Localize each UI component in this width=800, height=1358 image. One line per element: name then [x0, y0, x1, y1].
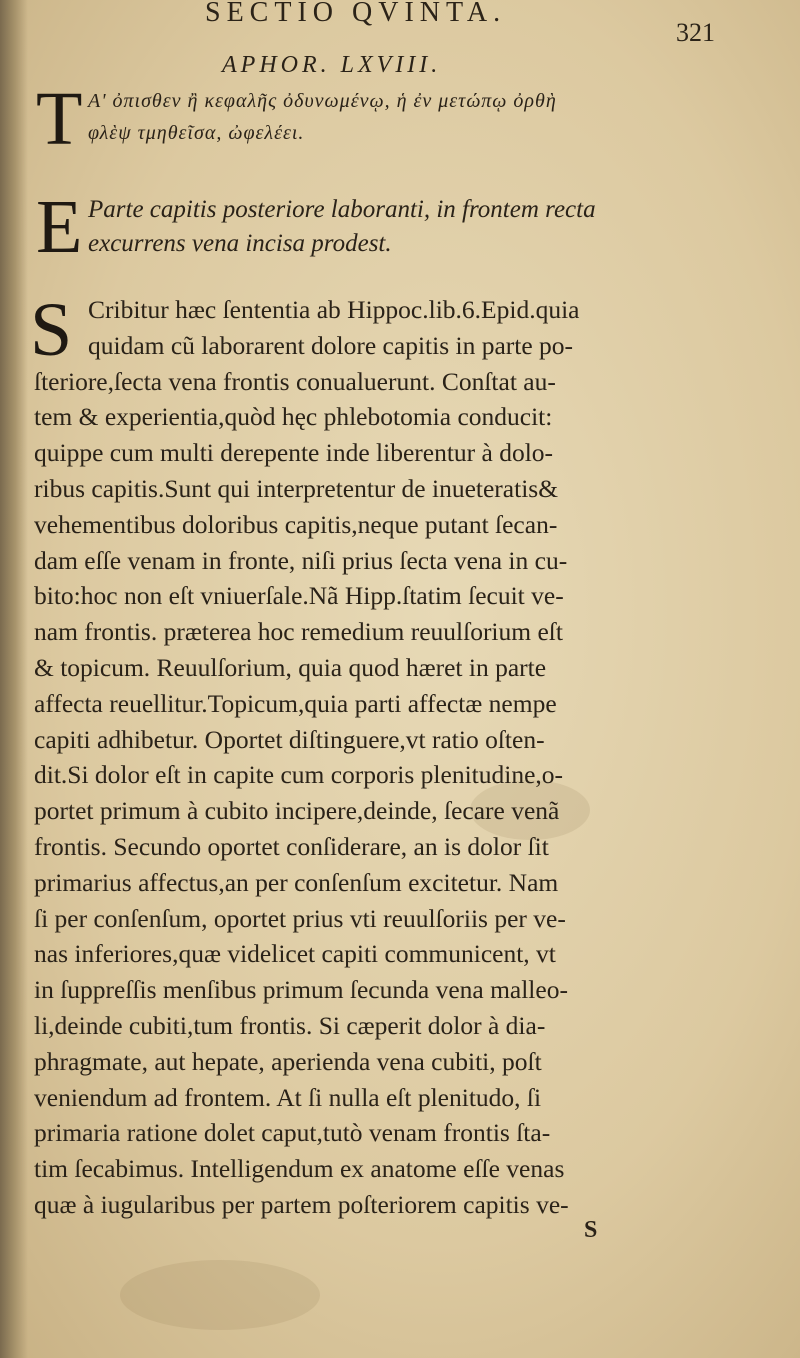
commentary-line: vehementibus doloribus capitis,neque putant ſecan-: [34, 509, 558, 539]
commentary-line: primarius affectus,an per conſenſum excitetur. Nam: [34, 867, 559, 897]
commentary-line: dit.Si dolor eſt in capite cum corporis plenitudine,o-: [34, 760, 564, 790]
commentary-line: primaria ratione dolet caput,tutò venam frontis ſta-: [34, 1118, 551, 1148]
commentary-line: ſteriore,ſecta vena frontis conualuerunt. Conſtat au-: [34, 366, 556, 396]
commentary-line: tem & experientia,quòd hęc phlebotomia conducit:: [34, 402, 553, 432]
commentary-line: quidam cũ laborarent dolore capitis in parte po-: [88, 330, 574, 360]
lemma-line: Parte capitis posteriore laboranti, in frontem recta: [88, 196, 596, 223]
greek-line: A' ὀπισθεν ἢ κεφαλῆς ὀδυνωμένῳ, ἡ ἐν μετώπῳ ὀρθὴ: [88, 90, 557, 112]
page-gutter-shadow: [0, 0, 28, 1358]
commentary-line: & topicum. Reuulſorium, quia quod hæret in parte: [34, 653, 547, 682]
aphorism-title: APHOR. LXVIII.: [222, 52, 442, 78]
commentary-drop-cap: S: [30, 288, 73, 372]
commentary-line: capiti adhibetur. Oportet diſtinguere,vt ratio oſten-: [34, 724, 545, 754]
catchword: S: [584, 1217, 598, 1243]
paper-stain: [120, 1260, 320, 1330]
commentary-line: Cribitur hæc ſententia ab Hippoc.lib.6.Epid.quia: [88, 295, 580, 324]
commentary-line: nas inferiores,quæ videlicet capiti communicent, vt: [34, 939, 556, 969]
commentary-line: tim ſecabimus. Intelligendum ex anatome eſſe venas: [34, 1154, 565, 1184]
commentary-line: affecta reuellitur.Topicum,quia parti affectæ nempe: [34, 688, 557, 718]
commentary-line: li,deinde cubiti,tum frontis. Si cæperit dolor à dia-: [34, 1011, 546, 1040]
commentary-line: ſi per conſenſum, oportet prius vti reuulſoriis per ve-: [34, 903, 566, 933]
commentary-line: phragmate, aut hepate, aperienda vena cubiti, poſt: [34, 1046, 542, 1076]
commentary-line: quippe cum multi derepente inde liberentur à dolo-: [34, 438, 554, 468]
commentary-line: ribus capitis.Sunt qui interpretentur de inueteratis&: [34, 474, 559, 503]
page-number: 321: [676, 18, 715, 47]
lemma-line: excurrens vena incisa prodest.: [88, 230, 392, 257]
commentary-line: veniendum ad frontem. At ſi nulla eſt plenitudo, ſi: [34, 1082, 542, 1112]
commentary-line: portet primum à cubito incipere,deinde, ſecare venã: [34, 796, 560, 826]
running-head: SECTIO QVINTA.: [205, 0, 507, 28]
commentary-line: quæ à iugularibus per partem poſteriorem capitis ve-: [34, 1190, 569, 1219]
commentary-line: in ſuppreſſis menſibus primum ſecunda vena malleo-: [34, 975, 568, 1005]
greek-line: φλὲψ τμηθεῖσα, ὠφελέει.: [88, 122, 305, 144]
commentary-line: nam frontis. præterea hoc remedium reuulſorium eſt: [34, 617, 563, 647]
commentary-line: bito:hoc non eſt vniuerſale.Nã Hipp.ſtatim ſecuit ve-: [34, 581, 564, 611]
commentary-line: dam eſſe venam in fronte, niſi prius ſecta vena in cu-: [34, 545, 568, 575]
lemma-drop-cap: E: [36, 185, 83, 269]
greek-drop-cap: T: [36, 77, 83, 161]
commentary-line: frontis. Secundo oportet conſiderare, an is dolor ſit: [34, 832, 549, 861]
